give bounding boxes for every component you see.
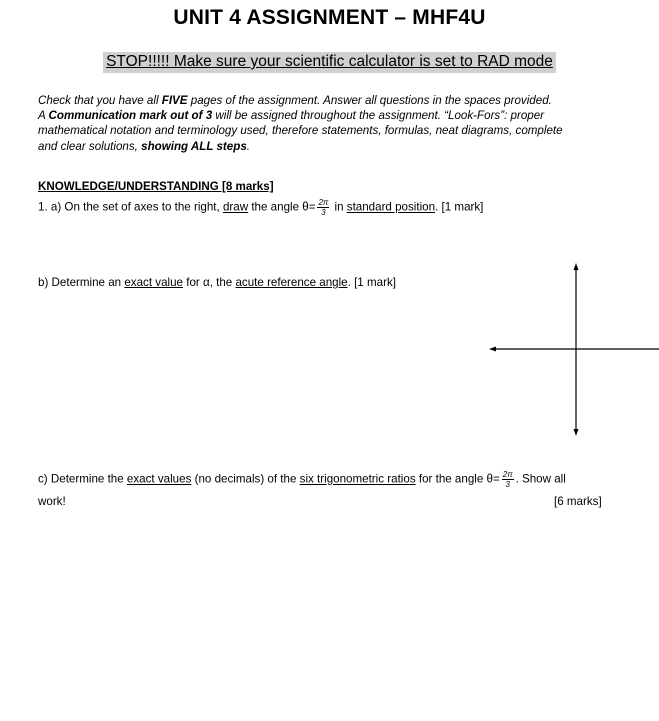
fraction-2pi-over-3 — [502, 470, 514, 489]
intro-text: pages of the assignment. Answer all questions in the spaces provided. — [187, 94, 552, 107]
intro-text: Check that you have all — [38, 94, 162, 107]
q1a-text: 1. a) On the set of axes to the right, — [38, 200, 223, 214]
q1c-text: for the angle θ= — [415, 472, 500, 486]
stop-banner-wrap — [0, 52, 659, 73]
q1b-acute-reference-angle: acute reference angle — [235, 276, 348, 289]
q1c-exact-values: exact values — [126, 472, 192, 486]
q1c-marks: [6 marks] — [554, 495, 602, 508]
coordinate-axes[interactable] — [488, 262, 659, 437]
q1b-exact-value: exact value — [124, 276, 184, 289]
intro-text: mathematical notation and terminology used, therefore statements, formulas, neat diagrams, complete — [38, 124, 563, 138]
intro-bold-five: FIVE — [161, 94, 188, 107]
q1c-line2: work! — [38, 495, 66, 508]
question-1c — [38, 470, 566, 489]
question-1b — [38, 275, 396, 290]
intro-text: . — [246, 139, 250, 153]
fraction-numerator: 2π — [318, 198, 329, 207]
question-1a — [38, 198, 483, 217]
q1a-text: the angle θ= — [248, 200, 316, 214]
q1a-draw: draw — [222, 200, 249, 214]
q1c-six-trig-ratios: six trigonometric ratios — [299, 472, 416, 486]
intro-text: will be assigned throughout the assignment. “Look-Fors”: proper — [212, 109, 545, 123]
q1c-text: (no decimals) of the — [191, 472, 300, 486]
y-axis-down-arrow-icon — [574, 429, 579, 436]
stop-banner: STOP!!!!! Make sure your scientific calculator is set to RAD mode — [103, 52, 556, 73]
q1b-text: b) Determine an — [38, 276, 125, 289]
q1b-text: for α, the — [183, 276, 236, 289]
y-axis-up-arrow-icon — [574, 263, 579, 270]
fraction-denominator: 3 — [505, 480, 510, 489]
q1a-marks: . [1 mark] — [435, 200, 484, 214]
intro-bold-steps: showing ALL steps — [141, 139, 247, 153]
section-heading: KNOWLEDGE/UNDERSTANDING [8 marks] — [38, 180, 274, 193]
fraction-denominator: 3 — [321, 208, 326, 217]
page-title: UNIT 4 ASSIGNMENT – MHF4U — [173, 6, 486, 29]
q1c-text: c) Determine the — [38, 472, 127, 486]
fraction-2pi-over-3 — [317, 198, 329, 217]
intro-text: and clear solutions, — [38, 139, 142, 153]
q1a-text: in — [331, 200, 347, 214]
q1a-standard-position: standard position — [346, 200, 436, 214]
x-axis-left-arrow-icon — [489, 347, 496, 352]
intro-instructions — [38, 93, 650, 154]
q1b-marks: . [1 mark] — [347, 276, 396, 289]
q1c-text: . Show all — [515, 472, 566, 486]
fraction-numerator: 2π — [502, 470, 513, 479]
intro-text: A — [38, 109, 49, 123]
intro-bold-communication: Communication mark out of 3 — [48, 109, 213, 123]
